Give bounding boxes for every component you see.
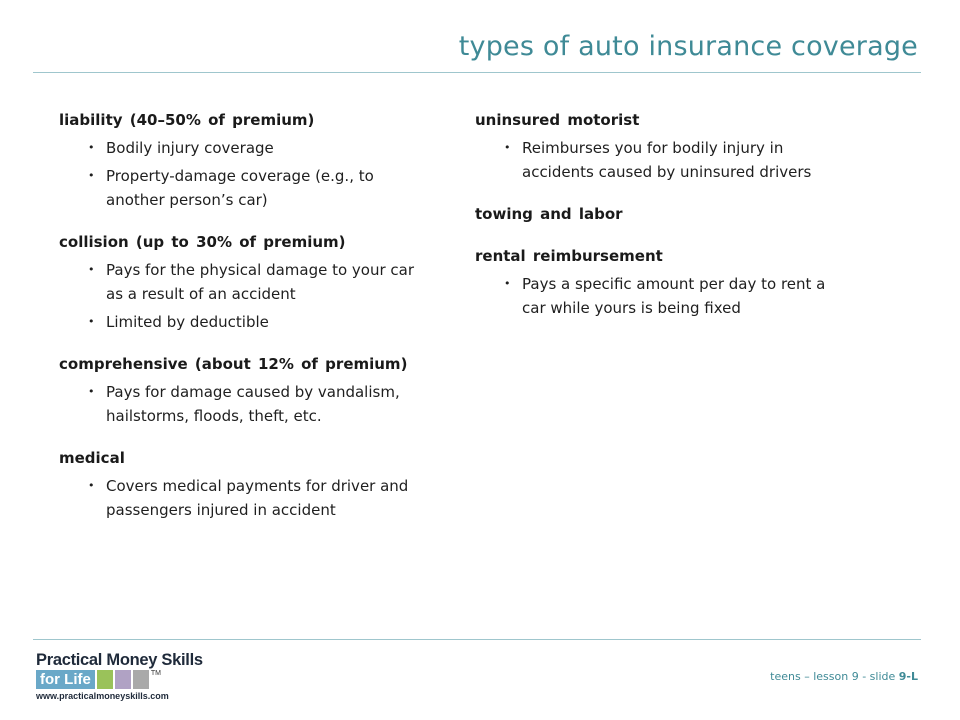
section-uninsured-motorist xyxy=(475,108,845,184)
section-heading: medical xyxy=(59,449,125,467)
bullet-list xyxy=(59,474,429,522)
bullet-item: • Limited by deductible xyxy=(59,310,429,334)
section-heading: towing and labor xyxy=(475,205,623,223)
section-collision xyxy=(59,230,429,334)
section-heading: comprehensive (about 12% of premium) xyxy=(59,355,408,373)
section-liability xyxy=(59,108,429,212)
logo-color-square xyxy=(133,670,149,689)
bullet-item: • Pays a specific amount per day to rent a car while yours is being fixed xyxy=(475,272,845,320)
section-towing-and-labor xyxy=(475,202,845,226)
logo-url: www.practicalmoneyskills.com xyxy=(36,691,169,701)
bullet-list xyxy=(59,136,429,212)
section-heading: uninsured motorist xyxy=(475,111,640,129)
bullet-list xyxy=(59,380,429,428)
slide-reference xyxy=(770,670,918,683)
section-comprehensive xyxy=(59,352,429,428)
logo-wordmark: Practical Money Skills xyxy=(36,651,203,669)
logo-tagline-row xyxy=(36,670,161,689)
bullet-list xyxy=(59,258,429,334)
section-medical xyxy=(59,446,429,522)
bullet-item: • Covers medical payments for driver and passengers injured in accident xyxy=(59,474,429,522)
logo-color-square xyxy=(97,670,113,689)
trademark-mark: TM xyxy=(150,670,161,677)
left-column xyxy=(59,108,429,540)
section-rental-reimbursement xyxy=(475,244,845,320)
logo-color-square xyxy=(115,670,131,689)
footer-divider xyxy=(33,639,921,640)
bullet-list xyxy=(475,272,845,320)
bullet-item: • Bodily injury coverage xyxy=(59,136,429,160)
slide-title: types of auto insurance coverage xyxy=(458,31,918,62)
section-heading: collision (up to 30% of premium) xyxy=(59,233,346,251)
logo-tagline-badge: for Life xyxy=(36,670,95,689)
bullet-item: • Reimburses you for bodily injury in accidents caused by uninsured drivers xyxy=(475,136,845,184)
right-column xyxy=(475,108,845,338)
slide-reference-prefix: teens – lesson 9 - slide xyxy=(770,670,899,683)
bullet-item: • Pays for damage caused by vandalism, hailstorms, floods, theft, etc. xyxy=(59,380,429,428)
title-divider xyxy=(33,72,921,73)
section-heading: liability (40–50% of premium) xyxy=(59,111,315,129)
bullet-item: • Property-damage coverage (e.g., to another person’s car) xyxy=(59,164,429,212)
practical-money-skills-logo xyxy=(36,651,216,707)
bullet-list xyxy=(475,136,845,184)
slide-number: 9-L xyxy=(898,670,918,683)
bullet-item: • Pays for the physical damage to your car as a result of an accident xyxy=(59,258,429,306)
section-heading: rental reimbursement xyxy=(475,247,663,265)
